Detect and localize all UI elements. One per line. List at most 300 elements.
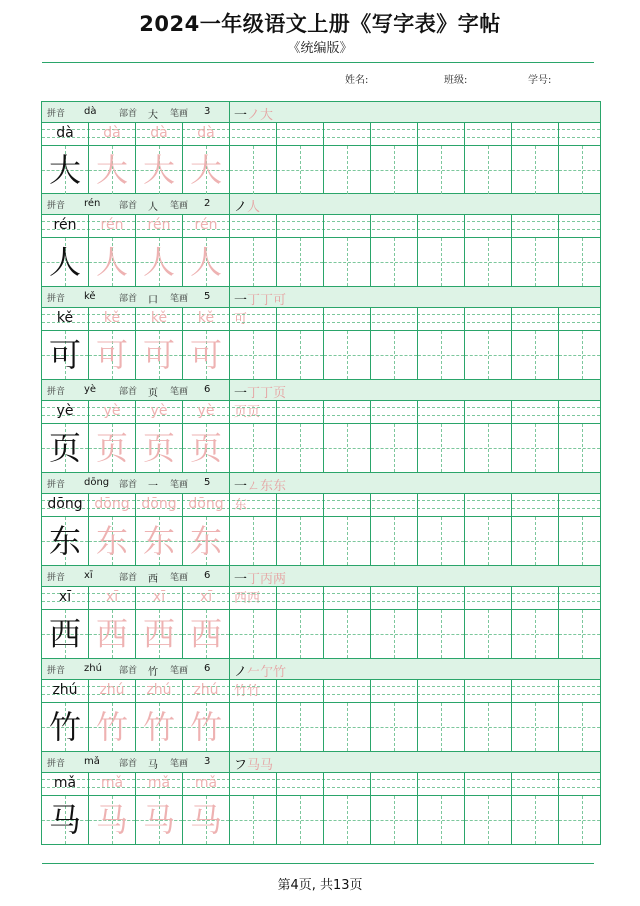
pinyin-label: 拼音: [47, 480, 66, 490]
trace-pinyin: rén: [100, 217, 124, 233]
writing-grid: [418, 703, 464, 751]
writing-grid: [465, 424, 511, 472]
stroke-label: 笔画: [170, 109, 189, 119]
pinyin-label: 拼音: [47, 573, 66, 583]
practice-cell[interactable]: [559, 122, 600, 194]
practice-cell[interactable]: [89, 586, 136, 658]
practice-cell[interactable]: [183, 586, 230, 658]
model-character: 西: [48, 615, 81, 653]
practice-cell[interactable]: [512, 493, 559, 565]
practice-cell[interactable]: [136, 214, 183, 286]
model-pinyin: zhú: [52, 682, 78, 698]
practice-cell[interactable]: [324, 679, 371, 751]
practice-cell[interactable]: [230, 214, 277, 286]
practice-cells: [42, 214, 600, 286]
practice-cell[interactable]: [136, 493, 183, 565]
writing-grid: [230, 610, 276, 658]
writing-grid: [324, 424, 370, 472]
radical-label: 部首: [119, 480, 138, 490]
practice-cell[interactable]: [418, 586, 465, 658]
pinyin-label: 拼音: [47, 666, 66, 676]
writing-grid: [371, 796, 417, 844]
radical-value: 大: [148, 110, 158, 121]
practice-cell[interactable]: [230, 586, 277, 658]
writing-grid: [512, 424, 558, 472]
practice-cell[interactable]: [42, 400, 89, 472]
writing-grid: [277, 424, 323, 472]
practice-cell[interactable]: [512, 772, 559, 844]
header-divider: [42, 62, 594, 63]
stroke-label: 笔画: [170, 666, 189, 676]
practice-cell[interactable]: [42, 493, 89, 565]
practice-cell[interactable]: [324, 772, 371, 844]
writing-grid: [465, 146, 511, 194]
trace-pinyin: zhú: [193, 682, 219, 698]
writing-grid: [418, 517, 464, 565]
practice-cell[interactable]: [465, 307, 512, 379]
trace-pinyin: dōng: [94, 496, 130, 512]
practice-cell[interactable]: [324, 400, 371, 472]
character-info-bar: [42, 194, 600, 215]
character-info-bar: [42, 473, 600, 513]
trace-pinyin: dà: [103, 125, 121, 141]
practice-cell[interactable]: [183, 214, 230, 286]
writing-grid: [418, 146, 464, 194]
stroke-order: [229, 659, 290, 699]
name-label: 姓名:: [345, 75, 369, 86]
writing-grid: [559, 610, 600, 658]
stroke-order: [229, 566, 290, 606]
model-pinyin: mǎ: [53, 775, 77, 791]
trace-character: 东: [189, 522, 222, 560]
writing-grid: [324, 146, 370, 194]
model-character: 竹: [48, 708, 81, 746]
writing-grid: [418, 331, 464, 379]
writing-grid: [371, 424, 417, 472]
stroke-order-text: フ马马: [234, 758, 274, 773]
writing-grid: [418, 610, 464, 658]
character-info-bar: [42, 659, 600, 699]
practice-cells: [42, 493, 600, 565]
radical-value: 人: [148, 202, 158, 213]
practice-cell[interactable]: [465, 122, 512, 194]
stroke-count: 3: [204, 756, 211, 767]
writing-grid: [465, 331, 511, 379]
writing-grid: [559, 424, 600, 472]
trace-character: 大: [142, 151, 175, 189]
practice-cell[interactable]: [324, 214, 371, 286]
trace-pinyin: rén: [147, 217, 171, 233]
practice-cell[interactable]: [277, 772, 324, 844]
practice-cell[interactable]: [42, 122, 89, 194]
footer-divider: [42, 863, 594, 864]
practice-cell[interactable]: [418, 679, 465, 751]
pinyin-label: 拼音: [47, 387, 66, 397]
writing-grid: [324, 517, 370, 565]
writing-grid: [230, 517, 276, 565]
character-block: [41, 380, 601, 473]
page-title: 2024一年级语文上册《写字表》字帖: [139, 12, 501, 36]
trace-pinyin: yè: [103, 403, 121, 419]
trace-pinyin: mǎ: [194, 775, 218, 791]
practice-grid: [41, 101, 601, 845]
practice-cell[interactable]: [183, 679, 230, 751]
practice-cell[interactable]: [324, 122, 371, 194]
stroke-order: [229, 380, 290, 420]
trace-character: 马: [95, 801, 128, 839]
trace-character: 人: [95, 243, 128, 281]
practice-cell[interactable]: [277, 493, 324, 565]
practice-cell[interactable]: [42, 307, 89, 379]
practice-cell[interactable]: [512, 214, 559, 286]
model-pinyin: kě: [56, 310, 74, 326]
practice-cell[interactable]: [136, 307, 183, 379]
writing-grid: [465, 238, 511, 286]
radical-value: 马: [148, 760, 158, 771]
writing-grid: [371, 238, 417, 286]
practice-cells: [42, 679, 600, 751]
practice-cell[interactable]: [183, 772, 230, 844]
model-pinyin: dà: [56, 125, 74, 141]
practice-cells: [42, 122, 600, 194]
trace-character: 东: [95, 522, 128, 560]
character-info-bar: [42, 566, 600, 606]
trace-character: 西: [95, 615, 128, 653]
character-block: [41, 287, 601, 380]
writing-grid: [230, 331, 276, 379]
practice-cell[interactable]: [512, 679, 559, 751]
practice-cell[interactable]: [277, 214, 324, 286]
practice-cell[interactable]: [559, 586, 600, 658]
practice-cell[interactable]: [559, 400, 600, 472]
practice-cell[interactable]: [559, 679, 600, 751]
practice-cell[interactable]: [371, 586, 418, 658]
practice-cell[interactable]: [89, 493, 136, 565]
writing-grid: [465, 703, 511, 751]
stroke-order-text: 一丁丁页页页: [234, 386, 287, 420]
writing-grid: [512, 610, 558, 658]
trace-character: 可: [95, 336, 128, 374]
trace-character: 大: [189, 151, 222, 189]
writing-grid: [230, 796, 276, 844]
radical-label: 部首: [119, 294, 138, 304]
trace-character: 马: [189, 801, 222, 839]
stroke-label: 笔画: [170, 201, 189, 211]
writing-grid: [277, 146, 323, 194]
stroke-label: 笔画: [170, 759, 189, 769]
writing-grid: [230, 703, 276, 751]
trace-character: 竹: [189, 708, 222, 746]
practice-cell[interactable]: [465, 679, 512, 751]
stroke-order-text: ノ𠂉亇竹竹竹: [234, 665, 287, 699]
radical-label: 部首: [119, 387, 138, 397]
writing-grid: [324, 331, 370, 379]
writing-grid: [324, 796, 370, 844]
writing-grid: [277, 517, 323, 565]
writing-grid: [230, 146, 276, 194]
stroke-count: 5: [204, 477, 211, 488]
radical-value: 页: [148, 388, 158, 399]
stroke-label: 笔画: [170, 294, 189, 304]
practice-cell[interactable]: [559, 214, 600, 286]
pinyin-value: dà: [84, 106, 97, 117]
practice-cell[interactable]: [418, 307, 465, 379]
practice-cell[interactable]: [371, 772, 418, 844]
trace-pinyin: rén: [194, 217, 218, 233]
trace-pinyin: kě: [103, 310, 121, 326]
pinyin-label: 拼音: [47, 294, 66, 304]
practice-cell[interactable]: [42, 214, 89, 286]
practice-cell[interactable]: [371, 493, 418, 565]
trace-pinyin: dōng: [141, 496, 177, 512]
stroke-order-text: 一ㄥ东东东: [234, 479, 287, 513]
pinyin-label: 拼音: [47, 759, 66, 769]
trace-pinyin: mǎ: [147, 775, 171, 791]
stroke-order: [229, 102, 290, 122]
stroke-count: 6: [204, 663, 211, 674]
writing-grid: [559, 703, 600, 751]
trace-character: 东: [142, 522, 175, 560]
practice-cell[interactable]: [230, 493, 277, 565]
radical-label: 部首: [119, 201, 138, 211]
stroke-label: 笔画: [170, 480, 189, 490]
practice-cell[interactable]: [465, 493, 512, 565]
writing-grid: [465, 610, 511, 658]
practice-cell[interactable]: [183, 122, 230, 194]
practice-cells: [42, 772, 600, 844]
radical-label: 部首: [119, 666, 138, 676]
character-info-bar: [42, 102, 600, 123]
writing-grid: [465, 796, 511, 844]
writing-grid: [277, 796, 323, 844]
trace-pinyin: kě: [150, 310, 168, 326]
writing-grid: [371, 517, 417, 565]
practice-cell[interactable]: [512, 586, 559, 658]
trace-character: 人: [142, 243, 175, 281]
practice-cell[interactable]: [465, 772, 512, 844]
practice-cell[interactable]: [418, 493, 465, 565]
practice-cells: [42, 586, 600, 658]
model-pinyin: yè: [56, 403, 74, 419]
trace-character: 竹: [95, 708, 128, 746]
trace-pinyin: mǎ: [100, 775, 124, 791]
model-pinyin: rén: [53, 217, 77, 233]
writing-grid: [418, 796, 464, 844]
practice-cell[interactable]: [418, 772, 465, 844]
trace-character: 西: [142, 615, 175, 653]
practice-cell[interactable]: [136, 679, 183, 751]
practice-cell[interactable]: [418, 214, 465, 286]
student-id-label: 学号:: [528, 75, 552, 86]
stroke-order-text: 一ノ大: [234, 108, 274, 123]
character-block: [41, 194, 601, 287]
stroke-count: 3: [204, 106, 211, 117]
practice-cell[interactable]: [277, 586, 324, 658]
pinyin-label: 拼音: [47, 201, 66, 211]
stroke-count: 6: [204, 570, 211, 581]
writing-grid: [559, 517, 600, 565]
practice-cell[interactable]: [136, 586, 183, 658]
writing-grid: [465, 517, 511, 565]
trace-pinyin: dōng: [188, 496, 224, 512]
writing-grid: [418, 424, 464, 472]
trace-pinyin: xī: [199, 589, 213, 605]
practice-cell[interactable]: [324, 586, 371, 658]
practice-cell[interactable]: [512, 307, 559, 379]
writing-grid: [371, 146, 417, 194]
practice-cell[interactable]: [136, 400, 183, 472]
trace-pinyin: zhú: [99, 682, 125, 698]
writing-grid: [324, 238, 370, 286]
writing-grid: [371, 610, 417, 658]
practice-cell[interactable]: [230, 679, 277, 751]
practice-cell[interactable]: [89, 214, 136, 286]
pinyin-value: yè: [84, 384, 97, 395]
trace-pinyin: zhú: [146, 682, 172, 698]
practice-cells: [42, 307, 600, 379]
trace-pinyin: xī: [152, 589, 166, 605]
writing-grid: [559, 238, 600, 286]
pinyin-value: xī: [84, 570, 93, 581]
writing-grid: [324, 703, 370, 751]
radical-label: 部首: [119, 759, 138, 769]
practice-cell[interactable]: [42, 586, 89, 658]
practice-cell[interactable]: [89, 679, 136, 751]
practice-cell[interactable]: [418, 122, 465, 194]
practice-cells: [42, 400, 600, 472]
practice-cell[interactable]: [183, 493, 230, 565]
pinyin-value: dōng: [84, 477, 110, 488]
practice-cell[interactable]: [371, 307, 418, 379]
practice-cell[interactable]: [277, 307, 324, 379]
character-info-bar: [42, 380, 600, 420]
practice-cell[interactable]: [465, 214, 512, 286]
stroke-order-text: ノ人: [234, 200, 261, 215]
stroke-count: 6: [204, 384, 211, 395]
trace-character: 页: [142, 429, 175, 467]
practice-cell[interactable]: [277, 122, 324, 194]
model-character: 东: [48, 522, 81, 560]
writing-grid: [512, 517, 558, 565]
model-character: 大: [48, 151, 81, 189]
character-info-bar: [42, 287, 600, 327]
practice-cell[interactable]: [512, 400, 559, 472]
radical-value: 竹: [148, 667, 158, 678]
stroke-count: 5: [204, 291, 211, 302]
writing-grid: [512, 703, 558, 751]
practice-cell[interactable]: [42, 772, 89, 844]
character-info-bar: [42, 752, 600, 773]
trace-character: 竹: [142, 708, 175, 746]
character-block: [41, 473, 601, 566]
radical-label: 部首: [119, 573, 138, 583]
practice-cell[interactable]: [277, 400, 324, 472]
practice-cell[interactable]: [559, 307, 600, 379]
practice-cell[interactable]: [183, 400, 230, 472]
practice-cell[interactable]: [89, 772, 136, 844]
practice-cell[interactable]: [136, 122, 183, 194]
writing-grid: [512, 796, 558, 844]
page-subtitle: 《统编版》: [287, 41, 353, 56]
pinyin-label: 拼音: [47, 109, 66, 119]
practice-cell[interactable]: [465, 400, 512, 472]
practice-cell[interactable]: [371, 122, 418, 194]
practice-cell[interactable]: [371, 214, 418, 286]
practice-cell[interactable]: [512, 122, 559, 194]
stroke-order-text: 一丁丁可可: [234, 293, 287, 327]
practice-cell[interactable]: [136, 772, 183, 844]
stroke-label: 笔画: [170, 387, 189, 397]
practice-cell[interactable]: [230, 307, 277, 379]
practice-cell[interactable]: [89, 307, 136, 379]
practice-cell[interactable]: [89, 400, 136, 472]
trace-character: 人: [189, 243, 222, 281]
practice-cell[interactable]: [465, 586, 512, 658]
practice-cell[interactable]: [42, 679, 89, 751]
character-block: [41, 101, 601, 194]
writing-grid: [512, 146, 558, 194]
writing-grid: [418, 238, 464, 286]
character-block: [41, 566, 601, 659]
stroke-order: [229, 287, 290, 327]
writing-grid: [371, 703, 417, 751]
radical-value: 一: [148, 481, 158, 492]
practice-cell[interactable]: [324, 493, 371, 565]
radical-value: 西: [148, 574, 158, 585]
trace-pinyin: dà: [197, 125, 215, 141]
writing-grid: [371, 331, 417, 379]
trace-character: 马: [142, 801, 175, 839]
practice-cell[interactable]: [559, 772, 600, 844]
model-character: 人: [48, 243, 81, 281]
practice-cell[interactable]: [418, 400, 465, 472]
trace-character: 可: [142, 336, 175, 374]
practice-cell[interactable]: [277, 679, 324, 751]
practice-cell[interactable]: [371, 679, 418, 751]
model-character: 页: [48, 429, 81, 467]
model-character: 可: [48, 336, 81, 374]
writing-grid: [277, 610, 323, 658]
character-block: [41, 752, 601, 845]
practice-cell[interactable]: [324, 307, 371, 379]
writing-grid: [512, 238, 558, 286]
trace-character: 大: [95, 151, 128, 189]
trace-pinyin: xī: [105, 589, 119, 605]
character-block: [41, 659, 601, 752]
writing-grid: [277, 703, 323, 751]
model-character: 马: [48, 801, 81, 839]
trace-character: 西: [189, 615, 222, 653]
stroke-label: 笔画: [170, 573, 189, 583]
practice-cell[interactable]: [183, 307, 230, 379]
practice-cell[interactable]: [371, 400, 418, 472]
practice-cell[interactable]: [230, 400, 277, 472]
stroke-order: [229, 752, 290, 772]
practice-cell[interactable]: [230, 122, 277, 194]
writing-grid: [230, 424, 276, 472]
practice-cell[interactable]: [89, 122, 136, 194]
writing-grid: [512, 331, 558, 379]
writing-grid: [277, 238, 323, 286]
writing-grid: [230, 238, 276, 286]
pinyin-value: zhú: [84, 663, 102, 674]
practice-cell[interactable]: [230, 772, 277, 844]
stroke-order: [229, 194, 290, 214]
model-pinyin: xī: [58, 589, 72, 605]
trace-pinyin: dà: [150, 125, 168, 141]
practice-cell[interactable]: [559, 493, 600, 565]
pinyin-value: rén: [84, 198, 101, 209]
